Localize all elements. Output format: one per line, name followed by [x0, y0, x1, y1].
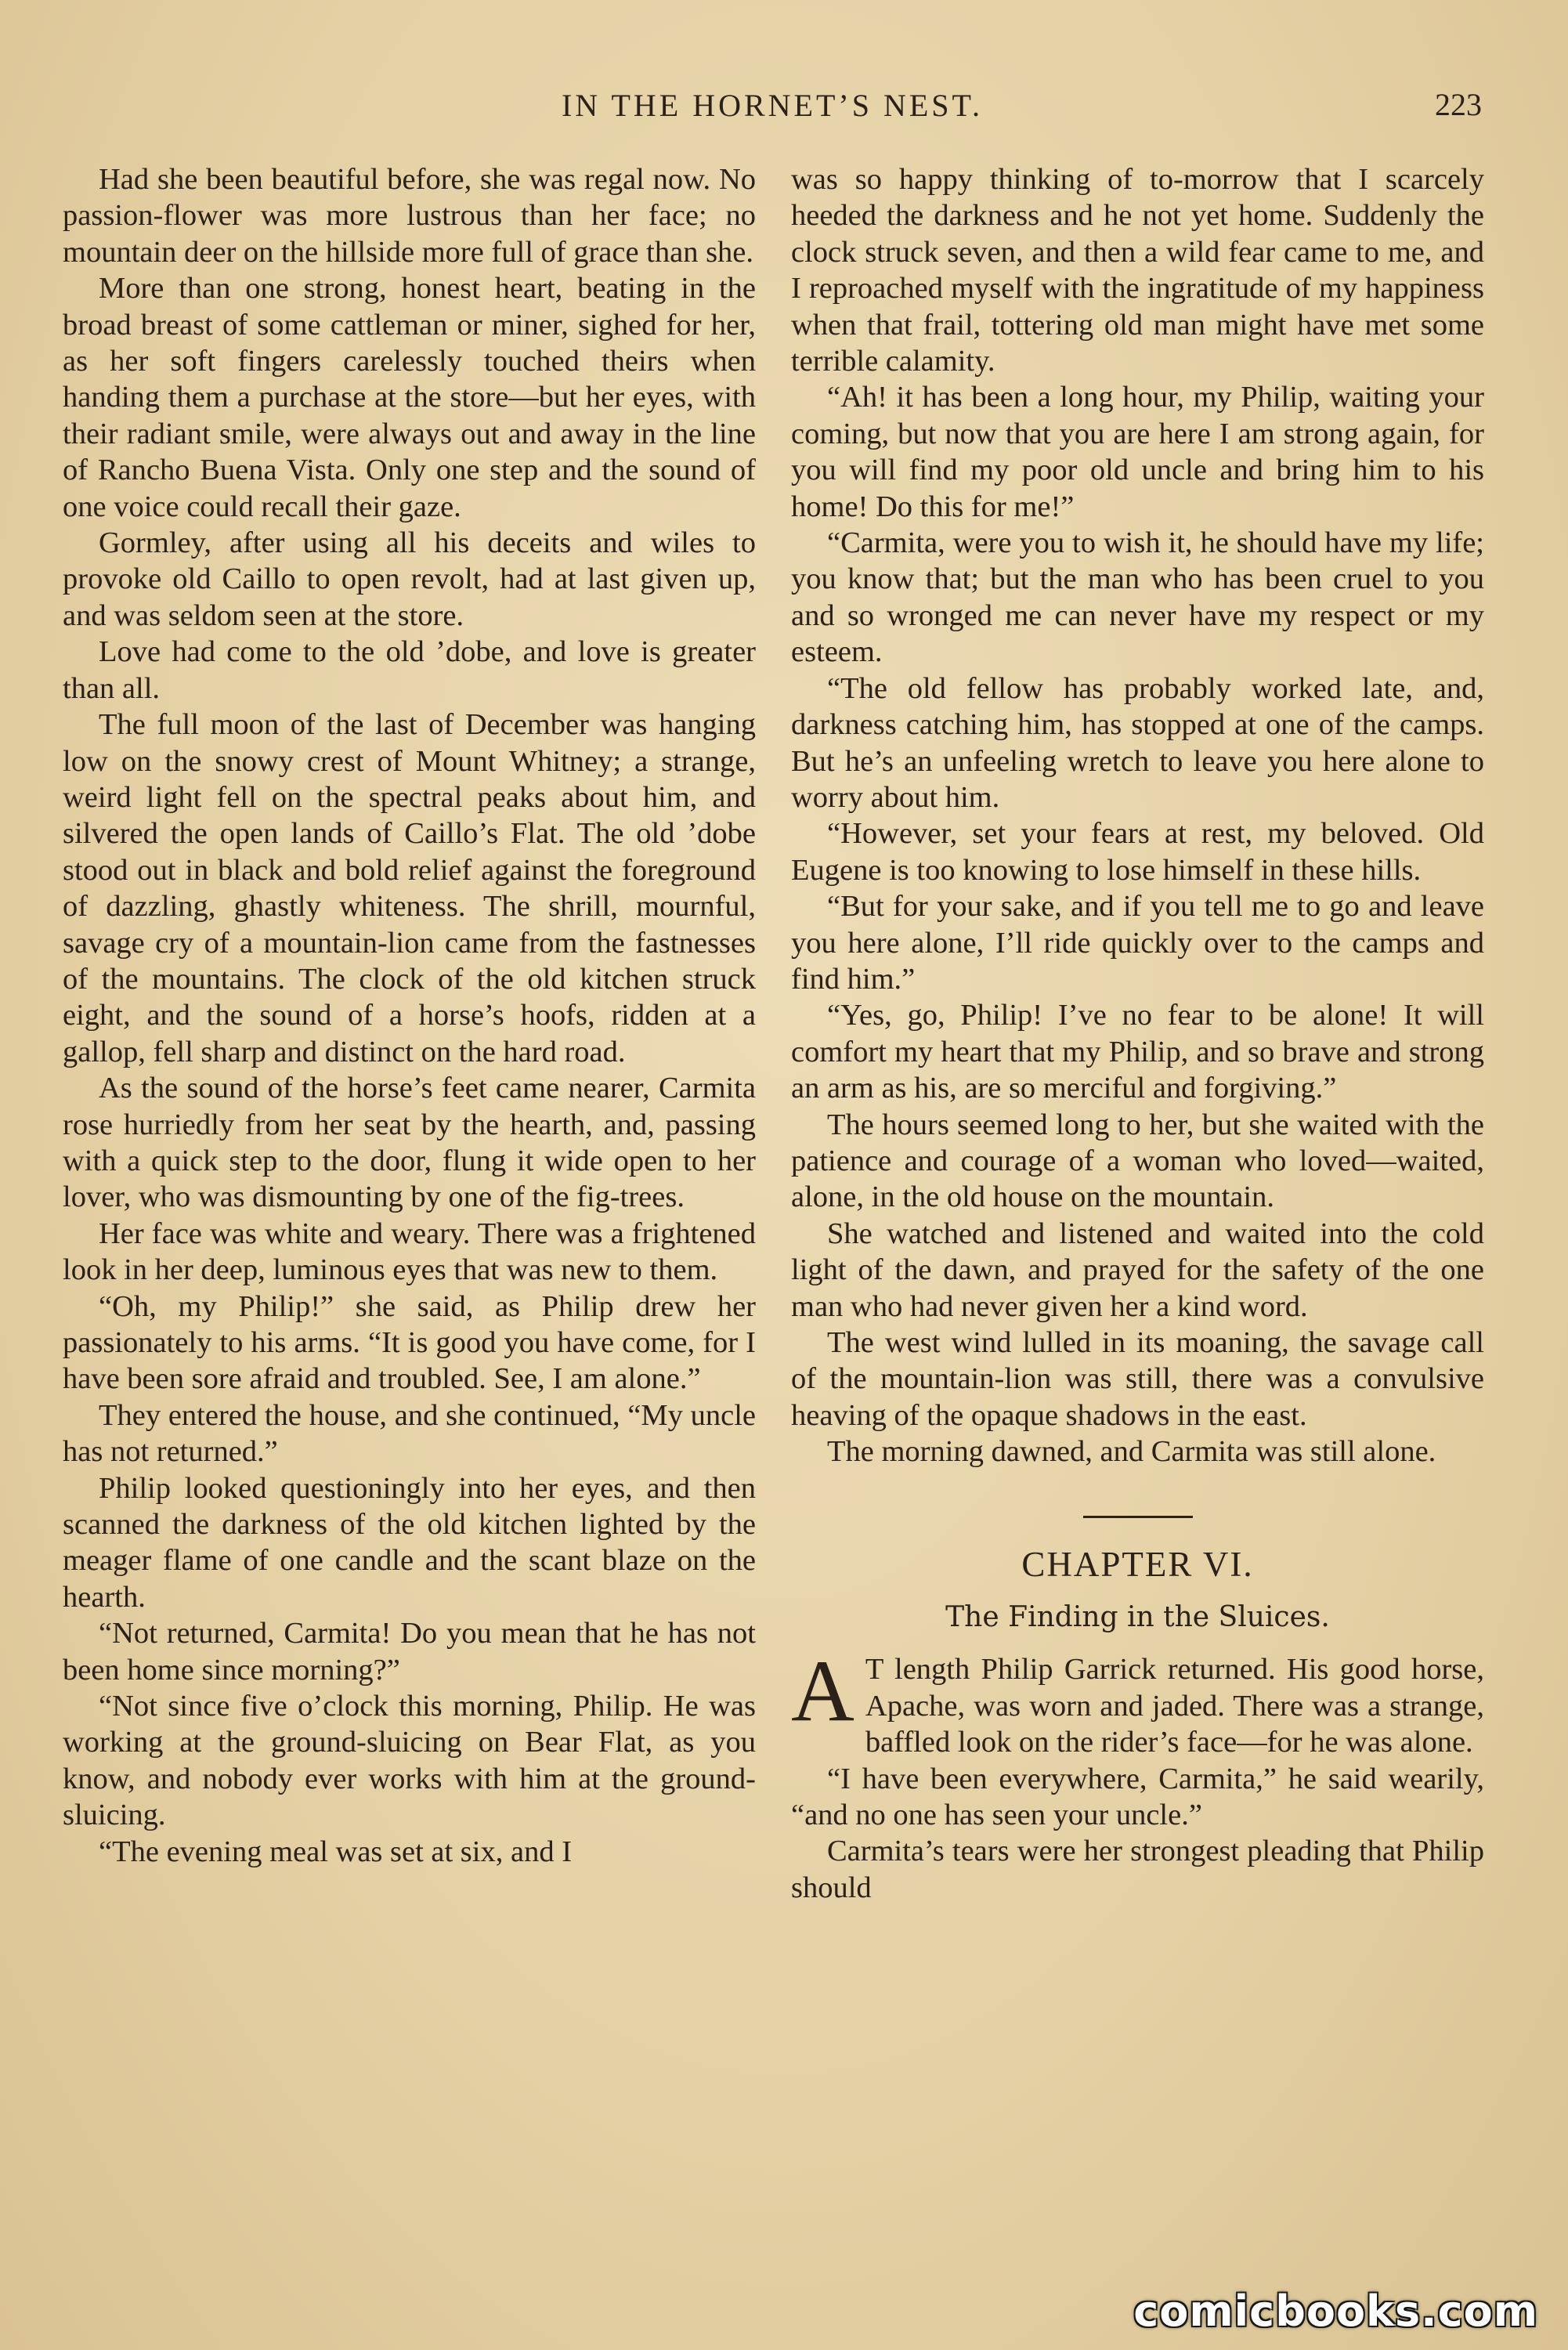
paragraph: Her face was white and weary. There was a frightened look in her deep, luminous eyes that was new to them. — [63, 1217, 756, 1287]
page-number: 223 — [1435, 87, 1482, 122]
chapter-subtitle: The Finding in the Sluices. — [945, 1601, 1330, 1634]
paragraph: Carmita’s tears were her strongest pleading that Philip should — [791, 1835, 1484, 1904]
left-column — [63, 161, 756, 1870]
paragraph: “Oh, my Philip!” she said, as Philip drew her passionately to his arms. “It is good you have come, for I have been sore afraid and troubled. See, I am alone.” — [63, 1289, 756, 1396]
paragraph: Love had come to the old ’dobe, and love is greater than all. — [63, 635, 756, 705]
paragraph: “The old fellow has probably worked late, and, darkness catching him, has stopped at one of the camps. But he’s an unfeeling wretch to leave you here alone to worry about him. — [791, 671, 1484, 814]
paragraph: “However, set your fears at rest, my beloved. Old Eugene is too knowing to lose himself in these hills. — [791, 817, 1484, 887]
paragraph: Philip looked questioningly into her eyes, and then scanned the darkness of the old kitchen lighted by the meager flame of one candle and the scant blaze on the hearth. — [63, 1471, 756, 1614]
page-header — [63, 81, 1482, 128]
paragraph: The morning dawned, and Carmita was still alone. — [827, 1435, 1436, 1469]
paragraph: Had she been beautiful before, she was regal now. No passion-flower was more lustrous than her face; no mountain deer on the hillside more full of grace than she. — [63, 163, 756, 269]
first-paragraph-text: T length Philip Garrick returned. His good horse, Apache, was worn and jaded. There was a strange, baffled look on the rider’s face—for he was alone. — [865, 1653, 1484, 1759]
paragraph: “Not since five o’clock this morning, Philip. He was working at the ground-sluicing on Bear Flat, as you know, and nobody ever works with him at the ground-sluicing. — [63, 1690, 756, 1832]
paragraph: “Not returned, Carmita! Do you mean that he has not been home since morning?” — [63, 1617, 756, 1687]
paragraph: More than one strong, honest heart, beating in the broad breast of some cattleman or miner, sighed for her, as her soft fingers carelessly touched theirs when handing them a purchase at the store—but her eyes, with their radiant smile, were always out and away in the line of Rancho Buena Vista. Only one step and the sound of one voice could recall their gaze. — [63, 272, 756, 523]
drop-cap: A — [791, 1643, 854, 1741]
paragraph: “I have been everywhere, Carmita,” he said wearily, “and no one has seen your uncle.” — [791, 1762, 1484, 1832]
watermark: comicbooks.com — [1133, 2287, 1538, 2336]
paragraph: “Ah! it has been a long hour, my Philip, waiting your coming, but now that you are here I am strong again, for you will find my poor old uncle and bring him to his home! Do this for me!” — [791, 381, 1484, 523]
chapter-first-paragraph — [791, 1643, 1484, 1760]
paragraph: The hours seemed long to her, but she waited with the patience and courage of a woman who loved—waited, alone, in the old house on the mountain. — [791, 1108, 1484, 1214]
paragraph: “Yes, go, Philip! I’ve no fear to be alone! It will comfort my heart that my Philip, and so brave and strong an arm as his, are so merciful and forgiving.” — [791, 999, 1484, 1105]
right-column — [791, 161, 1484, 1906]
paragraph: “Carmita, were you to wish it, he should have my life; you know that; but the man who has been cruel to you and so wronged me can never have my respect or my esteem. — [791, 526, 1484, 669]
paragraph: Gormley, after using all his deceits and wiles to provoke old Caillo to open revolt, had at last given up, and was seldom seen at the store. — [63, 526, 756, 632]
paragraph-continued: was so happy thinking of to-morrow that I scarcely heeded the darkness and he not yet home. Suddenly the clock struck seven, and then a wild fear came to me, and I reproached myself with the ingratitude of my happiness when that frail, tottering old man might have met some terrible calamity. — [791, 163, 1484, 378]
chapter-title: CHAPTER VI. — [1021, 1544, 1254, 1584]
paragraph: As the sound of the horse’s feet came nearer, Carmita rose hurriedly from her seat by the hearth, and, passing with a quick step to the door, flung it wide open to her lover, who was dismounting by one of the fig-trees. — [63, 1072, 756, 1214]
paragraph: “The evening meal was set at six, and I — [99, 1835, 573, 1868]
section-divider — [1083, 1516, 1193, 1518]
paragraph: They entered the house, and she continued, “My uncle has not returned.” — [63, 1398, 756, 1469]
paragraph: The full moon of the last of December was hanging low on the snowy crest of Mount Whitney; a strange, weird light fell on the spectral peaks about him, and silvered the open lands of Caillo’s Flat. The old ’dobe stood out in black and bold relief against the foreground of dazzling, ghastly whiteness. The shrill, mournful, savage cry of a mountain-lion came from the fastnesses of the mountains. The clock of the old kitchen struck eight, and the sound of a horse’s hoofs, ridden at a gallop, fell sharp and distinct on the hard road. — [63, 708, 756, 1068]
paragraph: The west wind lulled in its moaning, the savage call of the mountain-lion was still, there was a convulsive heaving of the opaque shadows in the east. — [791, 1326, 1484, 1432]
paragraph: She watched and listened and waited into the cold light of the dawn, and prayed for the safety of the one man who had never given her a kind word. — [791, 1217, 1484, 1323]
running-title: IN THE HORNET’S NEST. — [561, 87, 984, 123]
paragraph: “But for your sake, and if you tell me to go and leave you here alone, I’ll ride quickly over to the camps and find him.” — [791, 890, 1484, 996]
